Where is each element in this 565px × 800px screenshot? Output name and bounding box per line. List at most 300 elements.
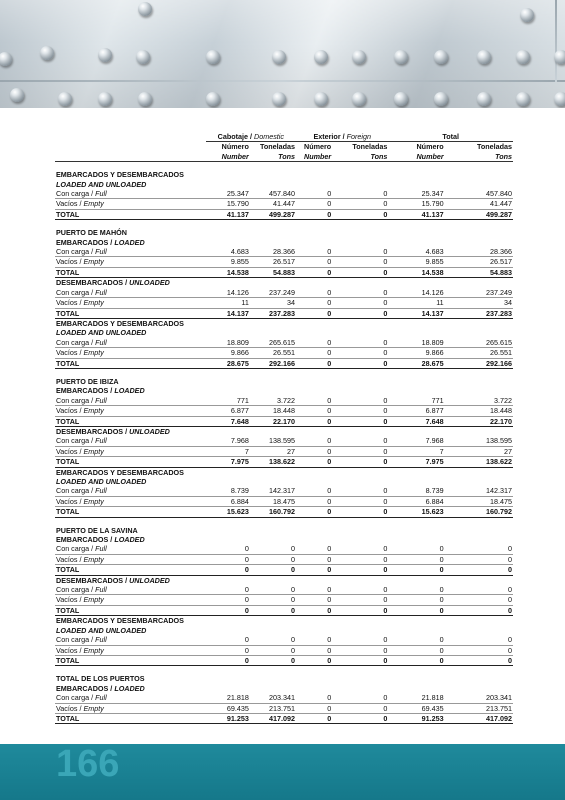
table-cell: 0	[388, 554, 444, 564]
rivet-icon	[0, 52, 12, 66]
table-cell: 0	[332, 396, 388, 406]
table-cell: 0	[388, 645, 444, 655]
header-domestic: Cabotaje / Domestic	[206, 132, 296, 142]
group-heading: EMBARCADOS Y DESEMBARCADOS	[56, 616, 184, 626]
table-cell: 26.517	[445, 257, 513, 267]
table-cell: 417.092	[250, 713, 296, 723]
table-cell: 0	[296, 554, 332, 564]
col-number: Number	[296, 152, 332, 162]
table-row	[55, 544, 513, 554]
rivet-icon	[434, 50, 448, 64]
table-cell: 25.347	[388, 189, 444, 199]
spacer-row	[55, 162, 513, 171]
table-row	[55, 703, 513, 713]
table-cell: 6.884	[388, 496, 444, 506]
table-cell: 292.166	[445, 358, 513, 368]
col-toneladas: Toneladas	[476, 142, 512, 152]
table-cell: 22.170	[445, 416, 513, 426]
table-cell: 0	[332, 257, 388, 267]
table-cell: 21.818	[388, 693, 444, 703]
table-cell: 0	[206, 554, 250, 564]
row-label: Vacíos / Empty	[55, 199, 206, 209]
table-cell: 11	[388, 298, 444, 308]
table-cell: 26.551	[250, 348, 296, 358]
table-cell: 0	[296, 257, 332, 267]
table-row	[55, 199, 513, 209]
table-cell: 69.435	[206, 703, 250, 713]
spacer-row	[55, 517, 513, 526]
table-cell: 15.790	[388, 199, 444, 209]
table-cell: 14.137	[388, 308, 444, 318]
table-row	[55, 595, 513, 605]
table-cell: 0	[296, 416, 332, 426]
table-cell: 0	[296, 486, 332, 496]
table-cell: 0	[332, 338, 388, 348]
table-cell: 0	[250, 565, 296, 575]
rivet-icon	[98, 48, 112, 62]
table-cell: 26.551	[445, 348, 513, 358]
table-cell: 28.366	[445, 247, 513, 257]
table-cell: 138.595	[445, 436, 513, 446]
rivet-icon	[206, 92, 220, 106]
table-cell: 0	[332, 209, 388, 219]
row-label: Con carga / Full	[55, 693, 206, 703]
table-row	[55, 554, 513, 564]
table-cell: 0	[250, 554, 296, 564]
row-label: TOTAL	[55, 267, 206, 277]
table-cell: 457.840	[250, 189, 296, 199]
table-cell: 9.866	[206, 348, 250, 358]
table-cell: 18.475	[445, 496, 513, 506]
rivet-icon	[554, 92, 565, 106]
rivet-icon	[352, 92, 366, 106]
table-cell: 0	[332, 655, 388, 665]
table-cell: 9.866	[388, 348, 444, 358]
table-cell: 0	[296, 595, 332, 605]
table-cell: 0	[332, 416, 388, 426]
total-row	[55, 416, 513, 426]
group-heading: EMBARCADOS / LOADED	[56, 535, 145, 545]
table-cell: 7	[388, 446, 444, 456]
table-cell: 27	[445, 446, 513, 456]
col-numero: Número	[304, 142, 332, 152]
row-label: Vacíos / Empty	[55, 496, 206, 506]
port-title: TOTAL DE LOS PUERTOS	[56, 674, 145, 684]
row-label: Con carga / Full	[55, 635, 206, 645]
rivet-icon	[58, 92, 72, 106]
group-heading-en: LOADED AND UNLOADED	[56, 477, 147, 486]
rivet-icon	[477, 50, 491, 64]
rivet-icon	[554, 50, 565, 64]
port-traffic-table	[55, 132, 513, 724]
header-es-row	[55, 142, 513, 152]
table-cell: 0	[332, 703, 388, 713]
table-row	[55, 288, 513, 298]
table-cell: 0	[332, 713, 388, 723]
table-cell: 7.975	[388, 457, 444, 467]
table-cell: 0	[332, 298, 388, 308]
table-cell: 160.792	[445, 507, 513, 517]
table-cell: 9.855	[388, 257, 444, 267]
table-cell: 0	[296, 693, 332, 703]
table-cell: 14.538	[206, 267, 250, 277]
table-cell: 0	[296, 267, 332, 277]
row-label: Vacíos / Empty	[55, 257, 206, 267]
table-cell: 0	[250, 655, 296, 665]
row-label: TOTAL	[55, 209, 206, 219]
row-label: Con carga / Full	[55, 189, 206, 199]
table-cell: 25.347	[206, 189, 250, 199]
total-row	[55, 713, 513, 723]
table-cell: 54.883	[250, 267, 296, 277]
table-cell: 0	[296, 655, 332, 665]
table-cell: 0	[388, 635, 444, 645]
table-row	[55, 635, 513, 645]
table-cell: 0	[332, 605, 388, 615]
table-cell: 0	[332, 267, 388, 277]
table-cell: 0	[250, 645, 296, 655]
col-toneladas: Toneladas	[260, 142, 296, 152]
table-cell: 0	[296, 298, 332, 308]
table-cell: 0	[388, 595, 444, 605]
table-cell: 0	[296, 713, 332, 723]
total-row	[55, 209, 513, 219]
table-cell: 771	[388, 396, 444, 406]
table-cell: 0	[332, 595, 388, 605]
total-row	[55, 655, 513, 665]
total-row	[55, 565, 513, 575]
table-cell: 237.283	[250, 308, 296, 318]
table-cell: 213.751	[445, 703, 513, 713]
table-cell: 0	[332, 507, 388, 517]
table-cell: 0	[296, 436, 332, 446]
table-cell: 0	[296, 338, 332, 348]
group-heading: EMBARCADOS Y DESEMBARCADOS	[56, 318, 184, 328]
table-cell: 0	[332, 247, 388, 257]
col-toneladas: Toneladas	[352, 142, 388, 152]
header-metal-plate	[0, 0, 565, 108]
row-label: Vacíos / Empty	[55, 554, 206, 564]
table-cell: 28.675	[388, 358, 444, 368]
table-cell: 0	[332, 565, 388, 575]
header-en-row	[55, 152, 513, 162]
row-label: TOTAL	[55, 713, 206, 723]
table-cell: 0	[296, 703, 332, 713]
table-cell: 0	[296, 635, 332, 645]
table-cell: 499.287	[250, 209, 296, 219]
table-cell: 0	[296, 288, 332, 298]
table-cell: 0	[332, 457, 388, 467]
table-cell: 6.884	[206, 496, 250, 506]
row-label: Con carga / Full	[55, 338, 206, 348]
table-cell: 292.166	[250, 358, 296, 368]
table-cell: 499.287	[445, 209, 513, 219]
table-cell: 0	[332, 554, 388, 564]
row-label: TOTAL	[55, 358, 206, 368]
table-cell: 417.092	[445, 713, 513, 723]
table-cell: 0	[445, 565, 513, 575]
group-heading: EMBARCADOS / LOADED	[56, 237, 145, 247]
table-cell: 3.722	[445, 396, 513, 406]
table-cell: 0	[332, 585, 388, 595]
table-cell: 4.683	[206, 247, 250, 257]
table-cell: 0	[445, 605, 513, 615]
table-cell: 237.249	[445, 288, 513, 298]
table-cell: 41.447	[445, 199, 513, 209]
table-cell: 28.366	[250, 247, 296, 257]
table-cell: 0	[388, 585, 444, 595]
table-cell: 0	[445, 585, 513, 595]
table-cell: 0	[296, 565, 332, 575]
rivet-icon	[206, 50, 220, 64]
row-label: TOTAL	[55, 507, 206, 517]
spacer-row	[55, 220, 513, 229]
table-cell: 8.739	[206, 486, 250, 496]
col-number: Number	[206, 152, 250, 162]
table-cell: 15.623	[388, 507, 444, 517]
row-label: Vacíos / Empty	[55, 298, 206, 308]
group-heading-en: LOADED AND UNLOADED	[56, 328, 147, 338]
table-cell: 14.538	[388, 267, 444, 277]
table-cell: 41.137	[206, 209, 250, 219]
table-cell: 0	[250, 605, 296, 615]
table-cell: 0	[332, 544, 388, 554]
table-cell: 15.790	[206, 199, 250, 209]
table-cell: 0	[250, 595, 296, 605]
table-cell: 0	[206, 655, 250, 665]
table-row	[55, 298, 513, 308]
table-cell: 0	[296, 358, 332, 368]
table-cell: 0	[296, 507, 332, 517]
table-row	[55, 406, 513, 416]
group-heading: EMBARCADOS / LOADED	[56, 683, 145, 693]
table-cell: 0	[206, 605, 250, 615]
row-label: Con carga / Full	[55, 486, 206, 496]
table-cell: 0	[296, 496, 332, 506]
table-cell: 0	[388, 605, 444, 615]
group-heading: EMBARCADOS Y DESEMBARCADOS	[56, 467, 184, 477]
group-heading: DESEMBARCADOS / UNLOADED	[56, 575, 170, 585]
table-row	[55, 496, 513, 506]
table-cell: 138.622	[250, 457, 296, 467]
table-row	[55, 338, 513, 348]
table-cell: 0	[332, 645, 388, 655]
port-title: PUERTO DE MAHÓN	[56, 228, 127, 238]
table-cell: 7.968	[206, 436, 250, 446]
table-cell: 0	[332, 436, 388, 446]
table-cell: 213.751	[250, 703, 296, 713]
table-cell: 771	[206, 396, 250, 406]
rivet-icon	[516, 92, 530, 106]
table-cell: 160.792	[250, 507, 296, 517]
table-cell: 54.883	[445, 267, 513, 277]
table-cell: 18.448	[250, 406, 296, 416]
table-cell: 91.253	[388, 713, 444, 723]
table-cell: 0	[445, 655, 513, 665]
table-cell: 18.809	[388, 338, 444, 348]
table-cell: 21.818	[206, 693, 250, 703]
table-cell: 0	[296, 645, 332, 655]
table-cell: 142.317	[250, 486, 296, 496]
table-row	[55, 446, 513, 456]
table-cell: 41.137	[388, 209, 444, 219]
table-cell: 0	[445, 544, 513, 554]
spacer-row	[55, 666, 513, 675]
table-cell: 4.683	[388, 247, 444, 257]
table-row	[55, 396, 513, 406]
table-cell: 265.615	[250, 338, 296, 348]
table-cell: 7.968	[388, 436, 444, 446]
row-label: Vacíos / Empty	[55, 446, 206, 456]
table-cell: 0	[332, 496, 388, 506]
table-cell: 14.126	[206, 288, 250, 298]
table-cell: 0	[445, 595, 513, 605]
table-cell: 142.317	[445, 486, 513, 496]
row-label: Vacíos / Empty	[55, 406, 206, 416]
table-cell: 15.623	[206, 507, 250, 517]
table-cell: 203.341	[250, 693, 296, 703]
table-cell: 0	[332, 693, 388, 703]
table-cell: 7	[206, 446, 250, 456]
col-tons: Tons	[250, 152, 296, 162]
table-cell: 34	[250, 298, 296, 308]
table-cell: 138.622	[445, 457, 513, 467]
table-cell: 0	[332, 446, 388, 456]
table-cell: 0	[206, 645, 250, 655]
port-title: PUERTO DE IBIZA	[56, 376, 119, 386]
table-cell: 14.126	[388, 288, 444, 298]
group-heading: DESEMBARCADOS / UNLOADED	[56, 278, 170, 288]
rivet-icon	[272, 50, 286, 64]
rivet-icon	[352, 50, 366, 64]
page-number: 166	[56, 743, 120, 785]
table-cell: 3.722	[250, 396, 296, 406]
table-cell: 0	[445, 554, 513, 564]
row-label: Con carga / Full	[55, 544, 206, 554]
table-cell: 0	[332, 288, 388, 298]
col-numero: Número	[416, 142, 444, 152]
table-row	[55, 486, 513, 496]
table-cell: 14.137	[206, 308, 250, 318]
table-cell: 22.170	[250, 416, 296, 426]
table-cell: 0	[296, 457, 332, 467]
port-title: PUERTO DE LA SAVINA	[56, 525, 138, 535]
table-cell: 26.517	[250, 257, 296, 267]
rivet-icon	[314, 50, 328, 64]
table-cell: 0	[296, 406, 332, 416]
table-cell: 0	[250, 635, 296, 645]
table-cell: 0	[296, 605, 332, 615]
table-cell: 237.249	[250, 288, 296, 298]
table-cell: 0	[445, 635, 513, 645]
table-cell: 8.739	[388, 486, 444, 496]
table-cell: 265.615	[445, 338, 513, 348]
header-total: Total	[388, 132, 513, 142]
rivet-icon	[98, 92, 112, 106]
table-cell: 138.595	[250, 436, 296, 446]
table-cell: 0	[332, 358, 388, 368]
table-cell: 0	[296, 446, 332, 456]
table-cell: 27	[250, 446, 296, 456]
rivet-icon	[434, 92, 448, 106]
row-label: Con carga / Full	[55, 436, 206, 446]
table-cell: 0	[445, 645, 513, 655]
table-cell: 41.447	[250, 199, 296, 209]
row-label: TOTAL	[55, 655, 206, 665]
total-row	[55, 507, 513, 517]
table-cell: 28.675	[206, 358, 250, 368]
row-label: TOTAL	[55, 605, 206, 615]
row-label: TOTAL	[55, 457, 206, 467]
rivet-icon	[272, 92, 286, 106]
table-cell: 203.341	[445, 693, 513, 703]
spacer-row	[55, 368, 513, 377]
table-cell: 0	[332, 406, 388, 416]
table-cell: 0	[206, 585, 250, 595]
row-label: Con carga / Full	[55, 247, 206, 257]
table-cell: 34	[445, 298, 513, 308]
plate-seam	[0, 80, 565, 82]
table-cell: 6.877	[388, 406, 444, 416]
table-cell: 0	[388, 544, 444, 554]
total-row	[55, 358, 513, 368]
rivet-icon	[314, 92, 328, 106]
rivet-icon	[10, 88, 24, 102]
plate-vertical-seam	[555, 0, 557, 82]
rivet-icon	[136, 50, 150, 64]
table-cell: 0	[332, 189, 388, 199]
table-cell: 457.840	[445, 189, 513, 199]
group-heading: EMBARCADOS / LOADED	[56, 386, 145, 396]
row-label: Con carga / Full	[55, 288, 206, 298]
table-row	[55, 693, 513, 703]
table-cell: 0	[332, 348, 388, 358]
total-row	[55, 308, 513, 318]
group-heading: DESEMBARCADOS / UNLOADED	[56, 426, 170, 436]
table-cell: 0	[296, 189, 332, 199]
table-cell: 0	[206, 595, 250, 605]
total-row	[55, 457, 513, 467]
group-heading-en: LOADED AND UNLOADED	[56, 625, 147, 635]
table-row	[55, 645, 513, 655]
table-cell: 0	[296, 247, 332, 257]
table-cell: 0	[332, 199, 388, 209]
header-foreign: Exterior / Foreign	[296, 132, 388, 142]
table-cell: 0	[296, 396, 332, 406]
table-row	[55, 247, 513, 257]
rivet-icon	[138, 92, 152, 106]
col-tons: Tons	[332, 152, 388, 162]
table-cell: 0	[250, 585, 296, 595]
row-label: Vacíos / Empty	[55, 703, 206, 713]
rivet-icon	[520, 8, 534, 22]
total-row	[55, 267, 513, 277]
table-cell: 0	[206, 544, 250, 554]
group-heading: EMBARCADOS Y DESEMBARCADOS	[56, 170, 184, 180]
table-cell: 0	[332, 486, 388, 496]
rivet-icon	[516, 50, 530, 64]
table-cell: 9.855	[206, 257, 250, 267]
row-label: TOTAL	[55, 565, 206, 575]
table-cell: 0	[332, 308, 388, 318]
row-label: TOTAL	[55, 416, 206, 426]
table-cell: 0	[296, 585, 332, 595]
table-cell: 0	[206, 565, 250, 575]
table-row	[55, 585, 513, 595]
group-heading-en: LOADED AND UNLOADED	[56, 179, 147, 189]
rivet-icon	[138, 2, 152, 16]
table-cell: 6.877	[206, 406, 250, 416]
